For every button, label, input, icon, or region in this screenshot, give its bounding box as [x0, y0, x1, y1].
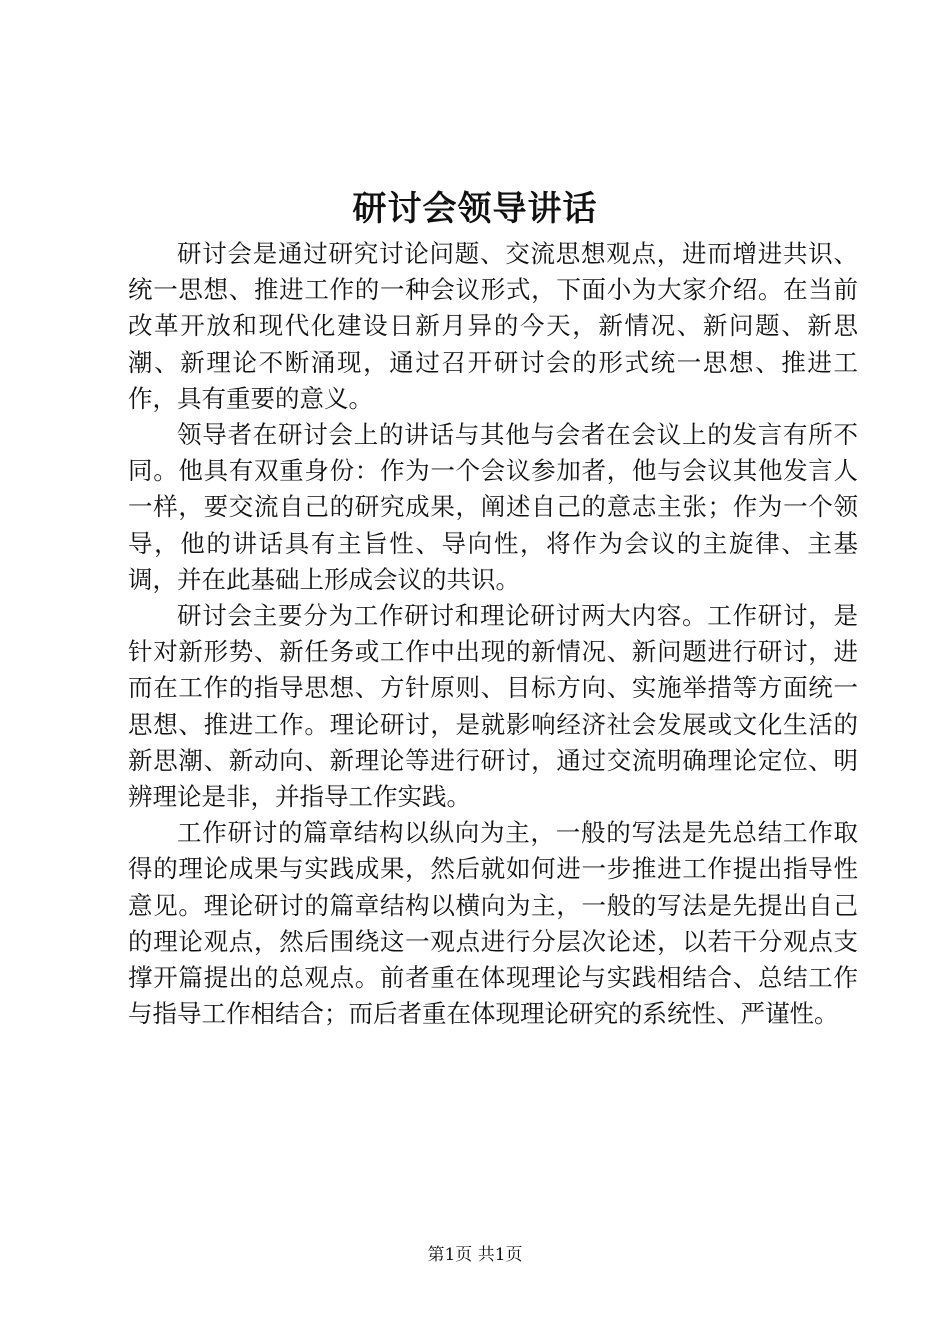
- paragraph-2: 领导者在研讨会上的讲话与其他与会者在会议上的发言有所不同。他具有双重身份：作为一个会议参加者，他与会议其他发言人一样，要交流自己的研究成果，阐述自己的意志主张；作为一个领导，他的讲话具有主旨性、导向性，将作为会议的主旋律、主基调，并在此基础上形成会议的共识。: [128, 420, 858, 594]
- document-title: 研讨会领导讲话: [352, 189, 598, 229]
- paragraph-3: 研讨会主要分为工作研讨和理论研讨两大内容。工作研讨，是针对新形势、新任务或工作中出现的新情况、新问题进行研讨，进而在工作的指导思想、方针原则、目标方向、实施举措等方面统一思想、推进工作。理论研讨，是就影响经济社会发展或文化生活的新思潮、新动向、新理论等进行研讨，通过交流明确理论定位、明辨理论是非，并指导工作实践。: [128, 601, 858, 812]
- paragraph-4: 工作研讨的篇章结构以纵向为主，一般的写法是先总结工作取得的理论成果与实践成果，然后就如何进一步推进工作提出指导性意见。理论研讨的篇章结构以横向为主，一般的写法是先提出自己的理论观点，然后围绕这一观点进行分层次论述，以若干分观点支撑开篇提出的总观点。前者重在体现理论与实践相结合、总结工作与指导工作相结合；而后者重在体现理论研究的系统性、严谨性。: [128, 818, 858, 1029]
- page-footer: 第1页 共1页: [427, 1245, 523, 1265]
- paragraph-1: 研讨会是通过研究讨论问题、交流思想观点，进而增进共识、统一思想、推进工作的一种会议形式，下面小为大家介绍。在当前改革开放和现代化建设日新月异的今天，新情况、新问题、新思潮、新理论不断涌现，通过召开研讨会的形式统一思想、推进工作，具有重要的意义。: [128, 239, 858, 413]
- document-body: [128, 236, 858, 1032]
